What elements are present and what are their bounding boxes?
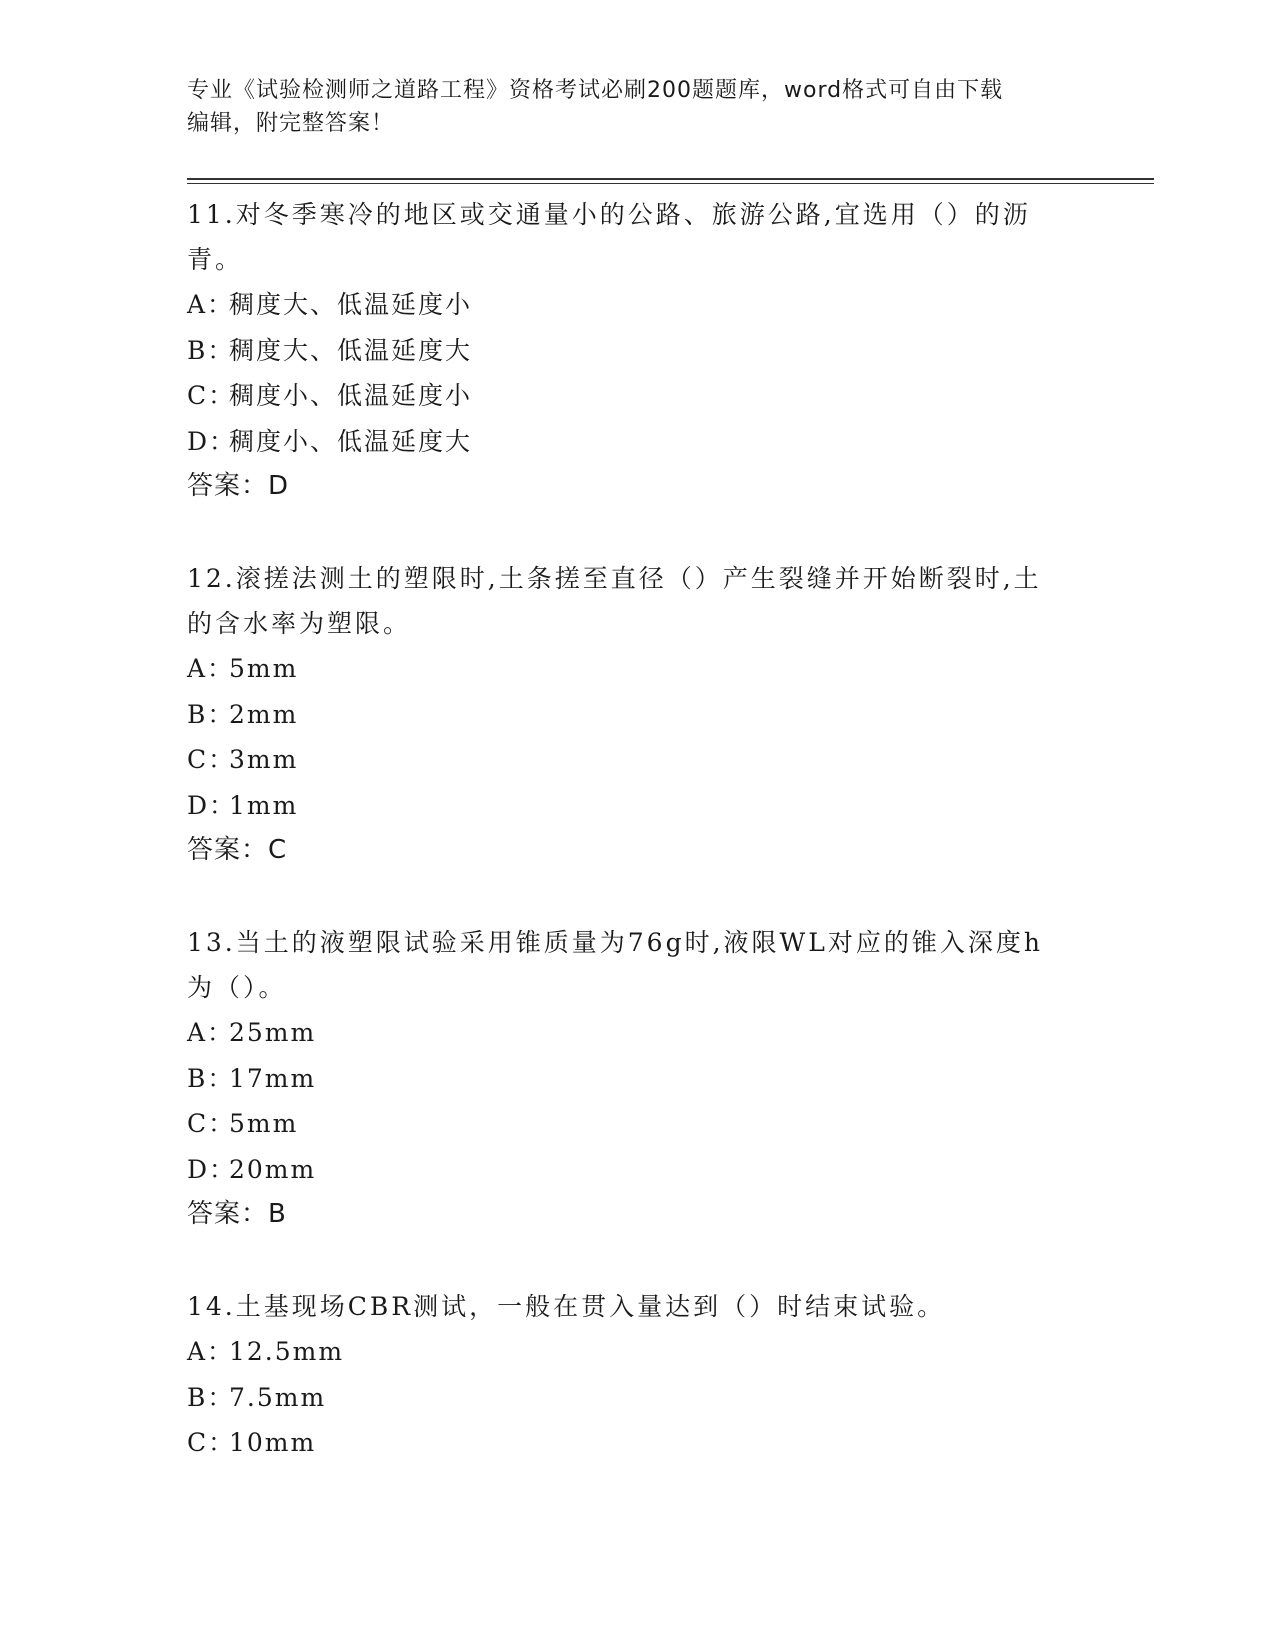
option-text: 5mm [229, 654, 299, 683]
option-c [187, 373, 1087, 419]
option-text: 3mm [229, 745, 299, 774]
option-b [187, 328, 1087, 374]
answer-line: 答案：C [187, 835, 288, 865]
option-text: 2mm [229, 699, 299, 729]
option-key: D： [187, 426, 237, 456]
question-text [187, 918, 1087, 1010]
answer-line: 答案：B [187, 1199, 287, 1229]
question-text-line-1: 13.当土的液塑限试验采用锥质量为76g时,液限WL对应的锥入深度h [187, 928, 1043, 957]
question-text-line-1: 12.滚搓法测土的塑限时,土条搓至直径（）产生裂缝并开始断裂时,土 [187, 564, 1042, 593]
option-key: B： [187, 335, 235, 365]
option-text: 20mm [229, 1154, 317, 1184]
option-key: C： [187, 381, 236, 410]
option-c [187, 1420, 1087, 1466]
question-spacer [187, 873, 1087, 918]
question-14 [187, 1282, 1087, 1466]
option-key: A： [187, 1018, 235, 1047]
option-key: C： [187, 1428, 236, 1457]
question-11 [187, 190, 1087, 509]
option-d [187, 783, 1087, 829]
question-spacer [187, 1237, 1087, 1282]
option-key: D： [187, 1154, 237, 1184]
question-text-line-2: 青。 [187, 245, 244, 274]
option-text: 稠度小、低温延度小 [229, 381, 473, 410]
option-a [187, 1329, 1087, 1375]
question-12 [187, 554, 1087, 873]
question-list [187, 190, 1087, 1466]
question-text-line-1: 11.对冬季寒冷的地区或交通量小的公路、旅游公路,宜选用（）的沥 [187, 200, 1031, 229]
option-text: 稠度大、低温延度大 [229, 335, 473, 365]
option-d [187, 419, 1087, 465]
header-line-1: 专业《试验检测师之道路工程》资格考试必刷200题题库，word格式可自由下载 [187, 78, 1004, 103]
question-text-line-2: 的含水率为塑限。 [187, 609, 412, 638]
option-text: 7.5mm [229, 1382, 327, 1412]
option-text: 5mm [229, 1109, 299, 1138]
header-divider-thick [187, 178, 1154, 180]
question-text [187, 554, 1087, 646]
header-divider-thin [187, 183, 1154, 184]
option-b [187, 1375, 1087, 1421]
option-text: 17mm [229, 1063, 317, 1093]
option-text: 1mm [229, 790, 299, 820]
question-text-line-1: 14.土基现场CBR测试，一般在贯入量达到（）时结束试验。 [187, 1292, 946, 1321]
option-a [187, 1010, 1087, 1056]
option-key: A： [187, 654, 235, 683]
question-text-line-2: 为（）。 [187, 973, 287, 1002]
question-13 [187, 918, 1087, 1237]
option-key: C： [187, 745, 236, 774]
option-c [187, 1101, 1087, 1147]
question-text [187, 1282, 1087, 1329]
option-key: B： [187, 1063, 235, 1093]
option-a [187, 282, 1087, 328]
option-text: 稠度大、低温延度小 [229, 290, 473, 319]
option-a [187, 646, 1087, 692]
option-text: 10mm [229, 1428, 317, 1457]
option-key: A： [187, 290, 235, 319]
option-key: C： [187, 1109, 236, 1138]
question-text [187, 190, 1087, 282]
document-header [187, 74, 1067, 140]
option-b [187, 1056, 1087, 1102]
header-line-2: 编辑，附完整答案！ [187, 111, 395, 136]
option-c [187, 737, 1087, 783]
option-text: 12.5mm [229, 1337, 345, 1366]
option-key: D： [187, 790, 237, 820]
option-key: B： [187, 1382, 235, 1412]
option-text: 稠度小、低温延度大 [229, 426, 473, 456]
option-d [187, 1147, 1087, 1193]
option-text: 25mm [229, 1018, 317, 1047]
option-key: B： [187, 699, 235, 729]
option-key: A： [187, 1337, 235, 1366]
option-b [187, 692, 1087, 738]
question-spacer [187, 509, 1087, 554]
answer-line: 答案：D [187, 471, 290, 501]
